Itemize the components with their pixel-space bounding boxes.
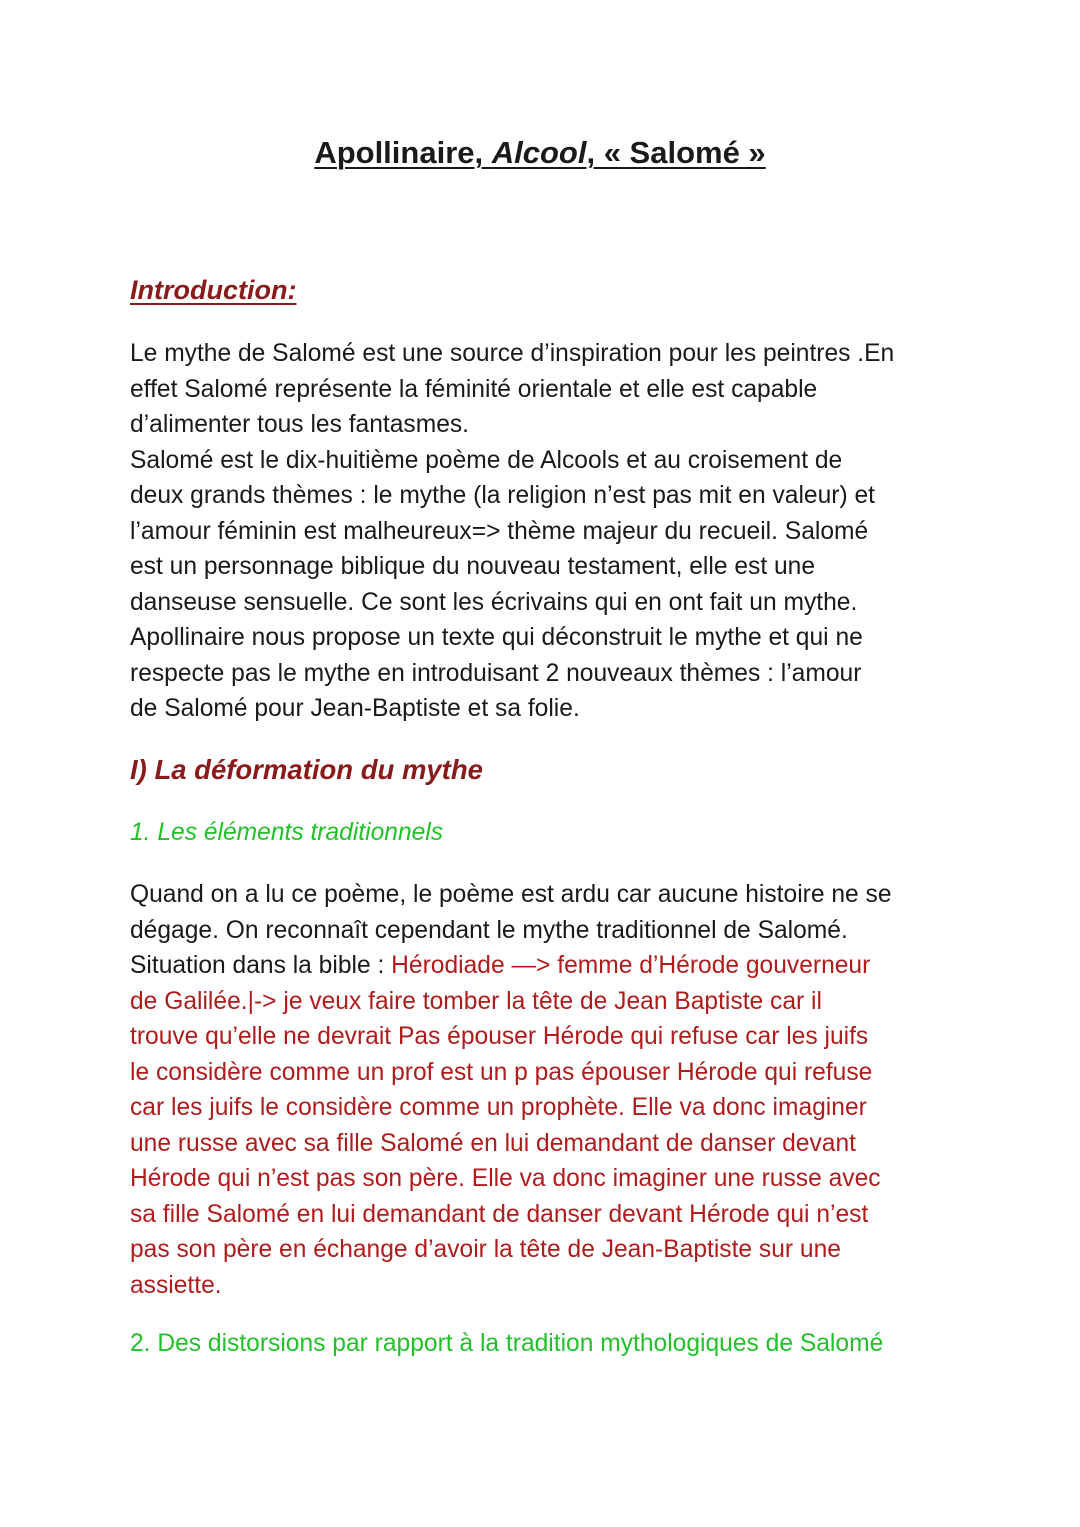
intro-line: de Salomé pour Jean-Baptiste et sa folie. [130, 695, 580, 722]
subsection-heading: 1. Les éléments traditionnels [130, 819, 444, 846]
body-paragraph [130, 877, 970, 1303]
highlighted-line: de Galilée.|-> je veux faire tomber la tête de Jean Baptiste car il [130, 987, 822, 1015]
introduction-heading: Introduction: [130, 275, 297, 305]
intro-line: d’alimenter tous les fantasmes. [130, 411, 470, 438]
highlighted-line: car les juifs le considère comme un prophète. Elle va donc imaginer [130, 1094, 867, 1121]
section-heading: I) La déformation du mythe [130, 754, 483, 785]
intro-line: deux grands thèmes : le mythe (la religion n’est pas mit en valeur) et [130, 482, 876, 509]
body-line: dégage. On reconnaît cependant le mythe traditionnel de Salomé. [130, 916, 848, 944]
intro-line: l’amour féminin est malheureux=> thème majeur du recueil. Salomé [130, 517, 869, 545]
highlighted-line: assiette. [130, 1271, 222, 1299]
highlighted-line: pas son père en échange d’avoir la tête de Jean-Baptiste sur une [130, 1236, 841, 1263]
page-title [0, 133, 1080, 173]
intro-line: danseuse sensuelle. Ce sont les écrivains qui en ont fait un mythe. [130, 588, 858, 616]
highlighted-line: le considère comme un prof est un p pas épouser Hérode qui refuse [130, 1058, 873, 1086]
title-work: Alcool [491, 135, 587, 170]
highlighted-line: une russe avec sa fille Salomé en lui demandant de danser devant [130, 1129, 856, 1157]
intro-line: Le mythe de Salomé est une source d’inspiration pour les peintres .En [130, 340, 895, 367]
title-poem: , « Salomé » [586, 135, 766, 170]
title-author: Apollinaire, [314, 135, 492, 170]
subsection-heading-2: 2. Des distorsions par rapport à la tradition mythologiques de Salomé [130, 1330, 884, 1357]
body-line [130, 948, 970, 984]
intro-line: est un personnage biblique du nouveau testament, elle est une [130, 553, 816, 580]
highlighted-text: Hérodiade —> femme d’Hérode gouverneur [391, 952, 871, 979]
intro-line: Apollinaire nous propose un texte qui déconstruit le mythe et qui ne [130, 624, 863, 651]
highlighted-line: sa fille Salomé en lui demandant de danser devant Hérode qui n’est [130, 1200, 869, 1228]
intro-line: respecte pas le mythe en introduisant 2 nouveaux thèmes : l’amour [130, 659, 862, 687]
highlighted-line: Hérode qui n’est pas son père. Elle va donc imaginer une russe avec [130, 1165, 881, 1192]
body-line-text: Situation dans la bible : [130, 952, 392, 979]
body-line: Quand on a lu ce poème, le poème est ardu car aucune histoire ne se [130, 881, 892, 908]
highlighted-line: trouve qu’elle ne devrait Pas épouser Hérode qui refuse car les juifs [130, 1023, 869, 1050]
intro-line: effet Salomé représente la féminité orientale et elle est capable [130, 375, 818, 403]
introduction-paragraph [130, 336, 970, 727]
intro-line: Salomé est le dix-huitième poème de Alcools et au croisement de [130, 446, 843, 474]
